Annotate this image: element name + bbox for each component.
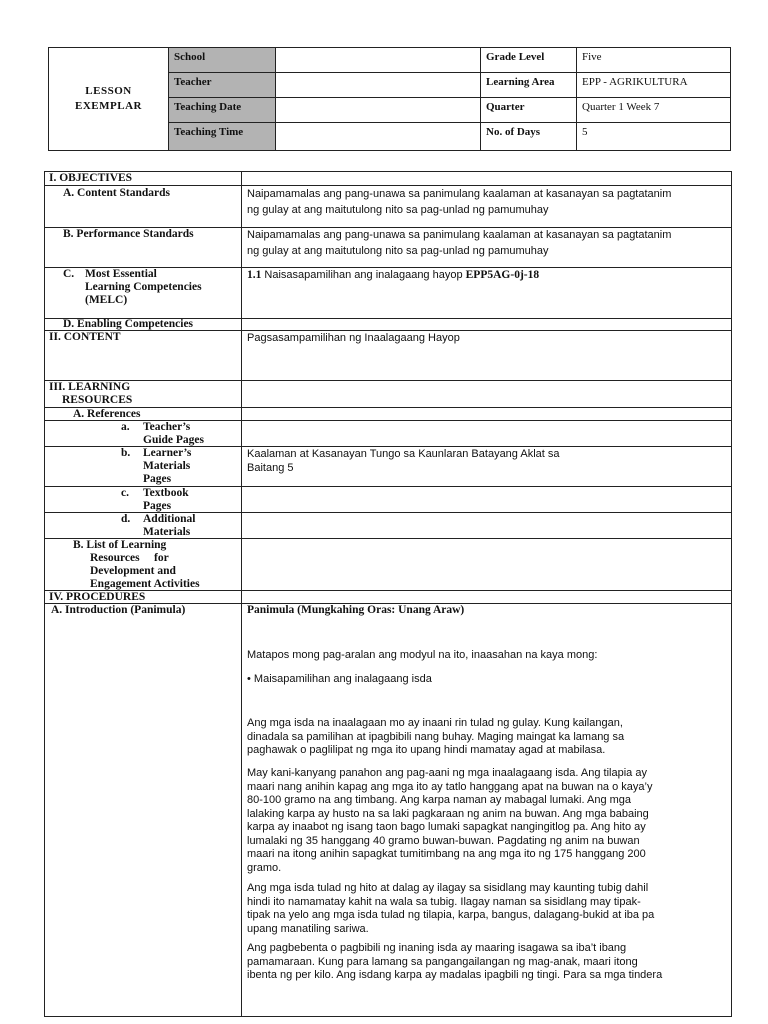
additional-materials-line2: Materials: [143, 526, 191, 538]
quarter-label: Quarter: [481, 98, 577, 123]
content-standards-value: [247, 188, 725, 217]
procedures-heading: IV. PROCEDURES: [49, 591, 146, 603]
lesson-header-table: [48, 47, 731, 151]
teacher-value: [276, 73, 481, 98]
additional-materials-line1: Additional: [143, 513, 196, 525]
learners-materials-letter: b.: [121, 447, 131, 459]
exemplar-line2: EXEMPLAR: [75, 100, 142, 112]
learning-resources-heading-line1: III. LEARNING: [49, 381, 131, 393]
introduction-paragraph-1: [247, 717, 725, 758]
resources-list-line1: B. List of Learning: [73, 539, 167, 551]
learning-resources-heading-line2: RESOURCES: [62, 394, 133, 406]
melc-line2: Learning Competencies: [85, 281, 202, 293]
references-label: A. References: [73, 408, 141, 420]
paragraph-2-line-2: maari nang anihin kapag ang mga ito ay tatlo hanggang apat na buwan na o kaya’y: [247, 780, 653, 793]
teaching-date-label: Teaching Date: [169, 98, 276, 123]
textbook-letter: c.: [121, 487, 129, 499]
melc-letter: C.: [63, 268, 75, 280]
introduction-paragraph-4: [247, 942, 725, 983]
references-row: [45, 408, 731, 421]
textbook-row: [45, 487, 731, 513]
grade-level-label: Grade Level: [481, 48, 577, 73]
enabling-competencies-label: D. Enabling Competencies: [63, 318, 194, 330]
school-label: School: [169, 48, 276, 73]
content-standards-line2: ng gulay at ang maitutulong nito sa pag-unlad ng pamumuhay: [247, 203, 549, 216]
paragraph-1-line-1: Ang mga isda na inaalagaan mo ay inaani rin tulad ng gulay. Kung kailangan,: [247, 717, 623, 729]
teaching-time-label: Teaching Time: [169, 123, 276, 150]
lesson-plan-table: [44, 171, 732, 1017]
performance-standards-label: B. Performance Standards: [63, 228, 194, 240]
paragraph-3-line-2: hindi ito namamatay kahit na wala sa tubig. Ilagay naman sa sisidlang may tipak-: [247, 895, 641, 908]
melc-line3: (MELC): [85, 294, 128, 306]
learners-materials-row: [45, 447, 731, 487]
paragraph-2-line-1: May kani-kanyang panahon ang pag-aani ng mga inaalagaang isda. Ang tilapia ay: [247, 767, 647, 779]
paragraph-3-line-1: Ang mga isda tulad ng hito at dalag ay ilagay sa sisidlang may kaunting tubig dahil: [247, 882, 649, 894]
introduction-bullet: • Maisapamilihan ang inalagaang isda: [247, 673, 432, 685]
resources-list-line2: Resources for: [90, 552, 169, 564]
performance-standards-value: [247, 229, 725, 258]
lesson-exemplar-title: [49, 48, 169, 150]
paragraph-2-line-7: maari na itong anihin sapagkat tumitimbang na ang mga ito ng 175 hanggang 200: [247, 848, 646, 860]
learners-materials-value-line1: Kaalaman at Kasanayan Tungo sa Kaunlaran Batayang Aklat sa: [247, 448, 560, 460]
procedures-heading-row: [45, 591, 731, 604]
days-label: No. of Days: [481, 123, 577, 150]
melc-line1: Most Essential: [85, 268, 157, 280]
learners-materials-value-line2: Baitang 5: [247, 461, 294, 474]
introduction-title: Panimula (Mungkahing Oras: Unang Araw): [247, 604, 465, 616]
learning-resources-row: [45, 381, 731, 408]
paragraph-4-line-1: Ang pagbebenta o pagbibili ng inaning isda ay maaring isagawa sa iba’t ibang: [247, 942, 627, 954]
paragraph-3-line-3: tipak na yelo ang mga isda tulad ng tilapia, karpa, bangus, dalagang-bukid at iba pa: [247, 909, 655, 921]
paragraph-3-line-4: upang manatiling sariwa.: [247, 922, 369, 935]
paragraph-1-line-2: dinadala sa pamilihan at ipagbibili nang buhay. Maging maingat ka lamang sa: [247, 730, 625, 743]
learners-materials-line1: Learner’s: [143, 447, 192, 459]
paragraph-2-line-8: gramo.: [247, 861, 282, 874]
learners-materials-value: [247, 448, 725, 475]
melc-value: [247, 269, 725, 283]
teacher-label: Teacher: [169, 73, 276, 98]
learners-materials-line2: Materials: [143, 460, 191, 472]
performance-standards-line2: ng gulay at ang maitutulong nito sa pag-unlad ng pamumuhay: [247, 244, 549, 257]
grade-level-value: Five: [577, 48, 730, 73]
teachers-guide-row: [45, 421, 731, 447]
content-standards-line1: Naipamamalas ang pang-unawa sa panimulang kaalaman at kasanayan sa pagtatanim: [247, 188, 672, 200]
additional-materials-row: [45, 513, 731, 539]
objectives-heading: I. OBJECTIVES: [49, 172, 133, 184]
quarter-value: Quarter 1 Week 7: [577, 98, 730, 123]
additional-materials-letter: d.: [121, 513, 131, 525]
melc-code: EPP5AG-0j-18: [465, 269, 540, 281]
performance-standards-row: [45, 228, 731, 268]
melc-text: Naisasapamilihan ang inalagaang hayop: [261, 269, 466, 281]
learners-materials-line3: Pages: [143, 473, 172, 485]
resources-list-line3: Development and: [90, 565, 176, 577]
melc-row: [45, 268, 731, 319]
content-value: Pagsasampamilihan ng Inaalagaang Hayop: [247, 332, 460, 344]
paragraph-2-line-6: lumalaki ng 35 hanggang 40 gramo buwan-buwan. Pagdating ng anim na buwan: [247, 834, 640, 847]
paragraph-2-line-3: 80-100 gramo na ang timbang. Ang karpa naman ay mabagal lumaki. Ang mga: [247, 794, 632, 806]
content-standards-label: A. Content Standards: [63, 187, 171, 199]
objectives-heading-row: [45, 172, 731, 186]
introduction-label: A. Introduction (Panimula): [51, 604, 186, 616]
days-value: 5: [582, 126, 588, 138]
teachers-guide-line2: Guide Pages: [143, 434, 205, 446]
learning-area-value: EPP - AGRIKULTURA: [577, 73, 730, 98]
teaching-time-value: [276, 123, 481, 150]
resources-list-line4: Engagement Activities: [90, 578, 200, 590]
teaching-date-value: [276, 98, 481, 123]
paragraph-4-line-3: ibenta ng per kilo. Ang isdang karpa ay madalas ipagbili ng tingi. Para sa mga tindera: [247, 969, 663, 981]
performance-standards-line1: Naipamamalas ang pang-unawa sa panimulang kaalaman at kasanayan sa pagtatanim: [247, 229, 672, 241]
content-label: II. CONTENT: [49, 331, 121, 343]
exemplar-line1: LESSON: [85, 85, 132, 97]
paragraph-4-line-2: pamamaraan. Kung para lamang sa pangangailangan ng mag-anak, maari itong: [247, 955, 638, 968]
introduction-paragraph-3: [247, 882, 725, 936]
teachers-guide-letter: a.: [121, 421, 130, 433]
learning-resources-list-row: [45, 539, 731, 591]
content-standards-row: [45, 186, 731, 228]
introduction-paragraph-2: [247, 767, 725, 875]
textbook-line1: Textbook: [143, 487, 189, 499]
learning-area-label: Learning Area: [481, 73, 577, 98]
textbook-line2: Pages: [143, 500, 172, 512]
enabling-competencies-row: [45, 319, 731, 331]
teachers-guide-line1: Teacher’s: [143, 421, 191, 433]
school-value: [276, 48, 481, 73]
content-row: [45, 331, 731, 381]
introduction-row: [45, 604, 731, 1016]
melc-number: 1.1: [247, 269, 262, 281]
paragraph-1-line-3: paghawak o paglilipat ng mga ito upang hindi mamatay agad at mabilasa.: [247, 744, 606, 756]
paragraph-2-line-5: karpa ay inaabot ng isang taon bago lumaki sapagkat nangingitlog pa. Ang hito ay: [247, 821, 646, 833]
introduction-expectation: Matapos mong pag-aralan ang modyul na ito, inaasahan na kaya mong:: [247, 649, 598, 661]
paragraph-2-line-4: lalaking karpa ay husto na sa laki pagkaraan ng anim na buwan. Ang mga babaing: [247, 807, 649, 820]
